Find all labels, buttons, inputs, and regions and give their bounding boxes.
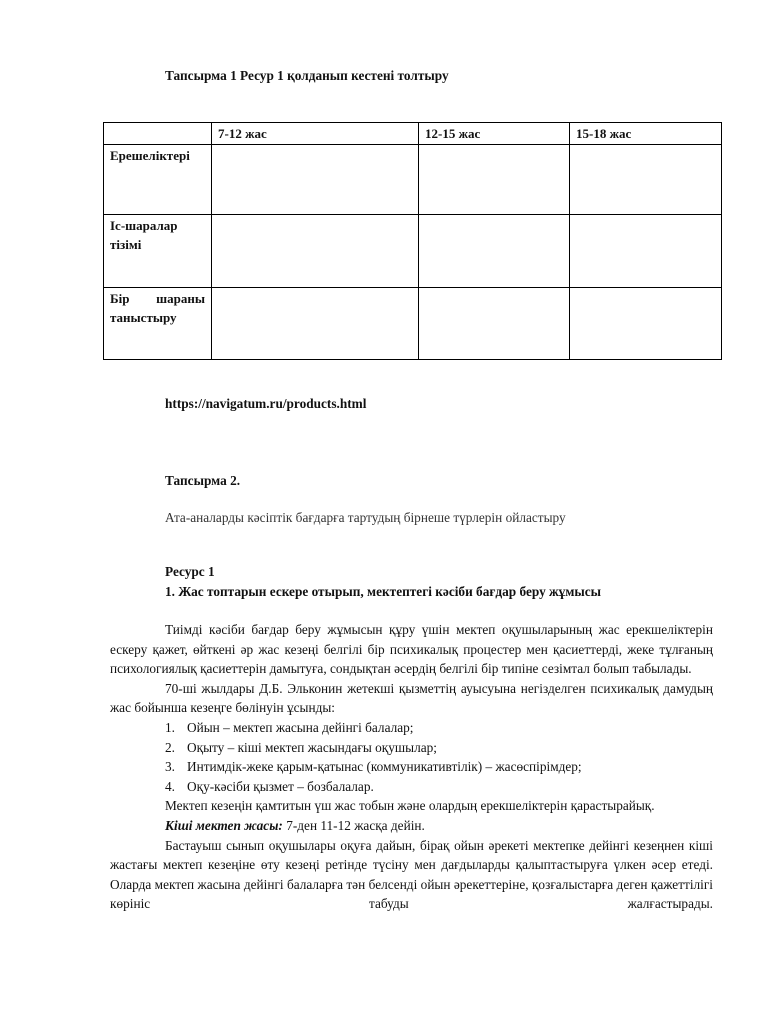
list-number: 2. bbox=[165, 739, 175, 755]
table-row-label: Іс-шаралар тізімі bbox=[104, 215, 212, 288]
list-text: Интимдік-жеке қарым-қатынас (коммуникативтілік) – жасөспірімдер; bbox=[187, 759, 582, 775]
development-stages-list bbox=[110, 718, 713, 796]
list-text: Оқыту – кіші мектеп жасындағы оқушылар; bbox=[187, 739, 437, 755]
list-item bbox=[110, 757, 713, 777]
table-cell[interactable] bbox=[212, 145, 419, 215]
table-cell[interactable] bbox=[212, 288, 419, 360]
table-cell[interactable] bbox=[570, 288, 722, 360]
list-text: Оқу-кәсіби қызмет – бозбалалар. bbox=[187, 778, 374, 794]
table-header-cell: 7-12 жас bbox=[212, 123, 419, 145]
list-item bbox=[110, 738, 713, 758]
paragraph bbox=[110, 816, 713, 836]
list-item bbox=[110, 777, 713, 797]
paragraph: Бастауыш сынып оқушылары оқуға дайын, бірақ ойын әрекеті мектепке дейінгі кезеңнен кіші жастағы мектеп кезеңіне өту кезеңі ретінде түсіну мен дағдыларды қалыптастыруға үлкен әсер етеді. Оларда мектеп жасына дейінгі балаларға тән белсенді ойын әрекеттеріне, қозғалыстарға деген қажеттілігі көрініс табуды жалғастырады. bbox=[110, 837, 713, 912]
table-cell[interactable] bbox=[419, 288, 570, 360]
list-number: 4. bbox=[165, 778, 175, 794]
paragraph: 70-ші жылдары Д.Б. Эльконин жетекші қызметтің ауысуына негізделген психикалық дамудың жас бойынша кезеңге бөлінуін ұсынды: bbox=[110, 680, 713, 716]
table-cell[interactable] bbox=[212, 215, 419, 288]
table-header-cell: 15-18 жас bbox=[570, 123, 722, 145]
table-cell[interactable] bbox=[570, 145, 722, 215]
table-header-cell bbox=[104, 123, 212, 145]
table-row bbox=[104, 288, 722, 360]
task-table bbox=[103, 122, 722, 360]
list-item bbox=[110, 718, 713, 738]
task2-title: Тапсырма 2. bbox=[165, 473, 241, 488]
table-row bbox=[104, 145, 722, 215]
list-number: 3. bbox=[165, 759, 175, 775]
table-row-label: Бір шараны таныстыру bbox=[104, 288, 212, 360]
resource-heading bbox=[165, 562, 601, 602]
task2-text: Ата-аналарды кәсіптік бағдарға тартудың бірнеше түрлерін ойластыру bbox=[165, 510, 566, 525]
table-cell[interactable] bbox=[419, 215, 570, 288]
table-row-label: Ерешеліктері bbox=[104, 145, 212, 215]
table-cell[interactable] bbox=[419, 145, 570, 215]
resource-subtitle: 1. Жас топтарын ескере отырып, мектептегі кәсіби бағдар беру жұмысы bbox=[165, 584, 602, 599]
paragraph: Мектеп кезеңін қамтитын үш жас тобын және олардың ерекшеліктерін қарастырайық. bbox=[165, 798, 655, 814]
table-header-cell: 12-15 жас bbox=[419, 123, 570, 145]
age-group-label: Кіші мектеп жасы: bbox=[165, 817, 283, 833]
resource-title: Ресурс 1 bbox=[165, 564, 215, 579]
table-header-row bbox=[104, 123, 722, 145]
list-number: 1. bbox=[165, 719, 175, 735]
list-text: Ойын – мектеп жасына дейінгі балалар; bbox=[187, 719, 414, 735]
table-cell[interactable] bbox=[570, 215, 722, 288]
resource-link[interactable]: https://navigatum.ru/products.html bbox=[165, 396, 367, 411]
paragraph: Тиімді кәсіби бағдар беру жұмысын құру үшін мектеп оқушыларының жас ерекшеліктерін ескеру қажет, өйткені әр жас кезеңі белгілі бір психикалық процестер мен қасиеттерді, жеке тұлғаның психологиялық қасиеттерін дамытуға, сондықтан әсердің белгілі бір типіне сезімтал болып табылады. bbox=[110, 622, 713, 677]
task1-title: Тапсырма 1 Ресур 1 қолданып кестені толтыру bbox=[165, 68, 449, 83]
table-row bbox=[104, 215, 722, 288]
age-group-range: 7-ден 11-12 жасқа дейін. bbox=[282, 817, 425, 833]
resource-body bbox=[110, 620, 713, 914]
